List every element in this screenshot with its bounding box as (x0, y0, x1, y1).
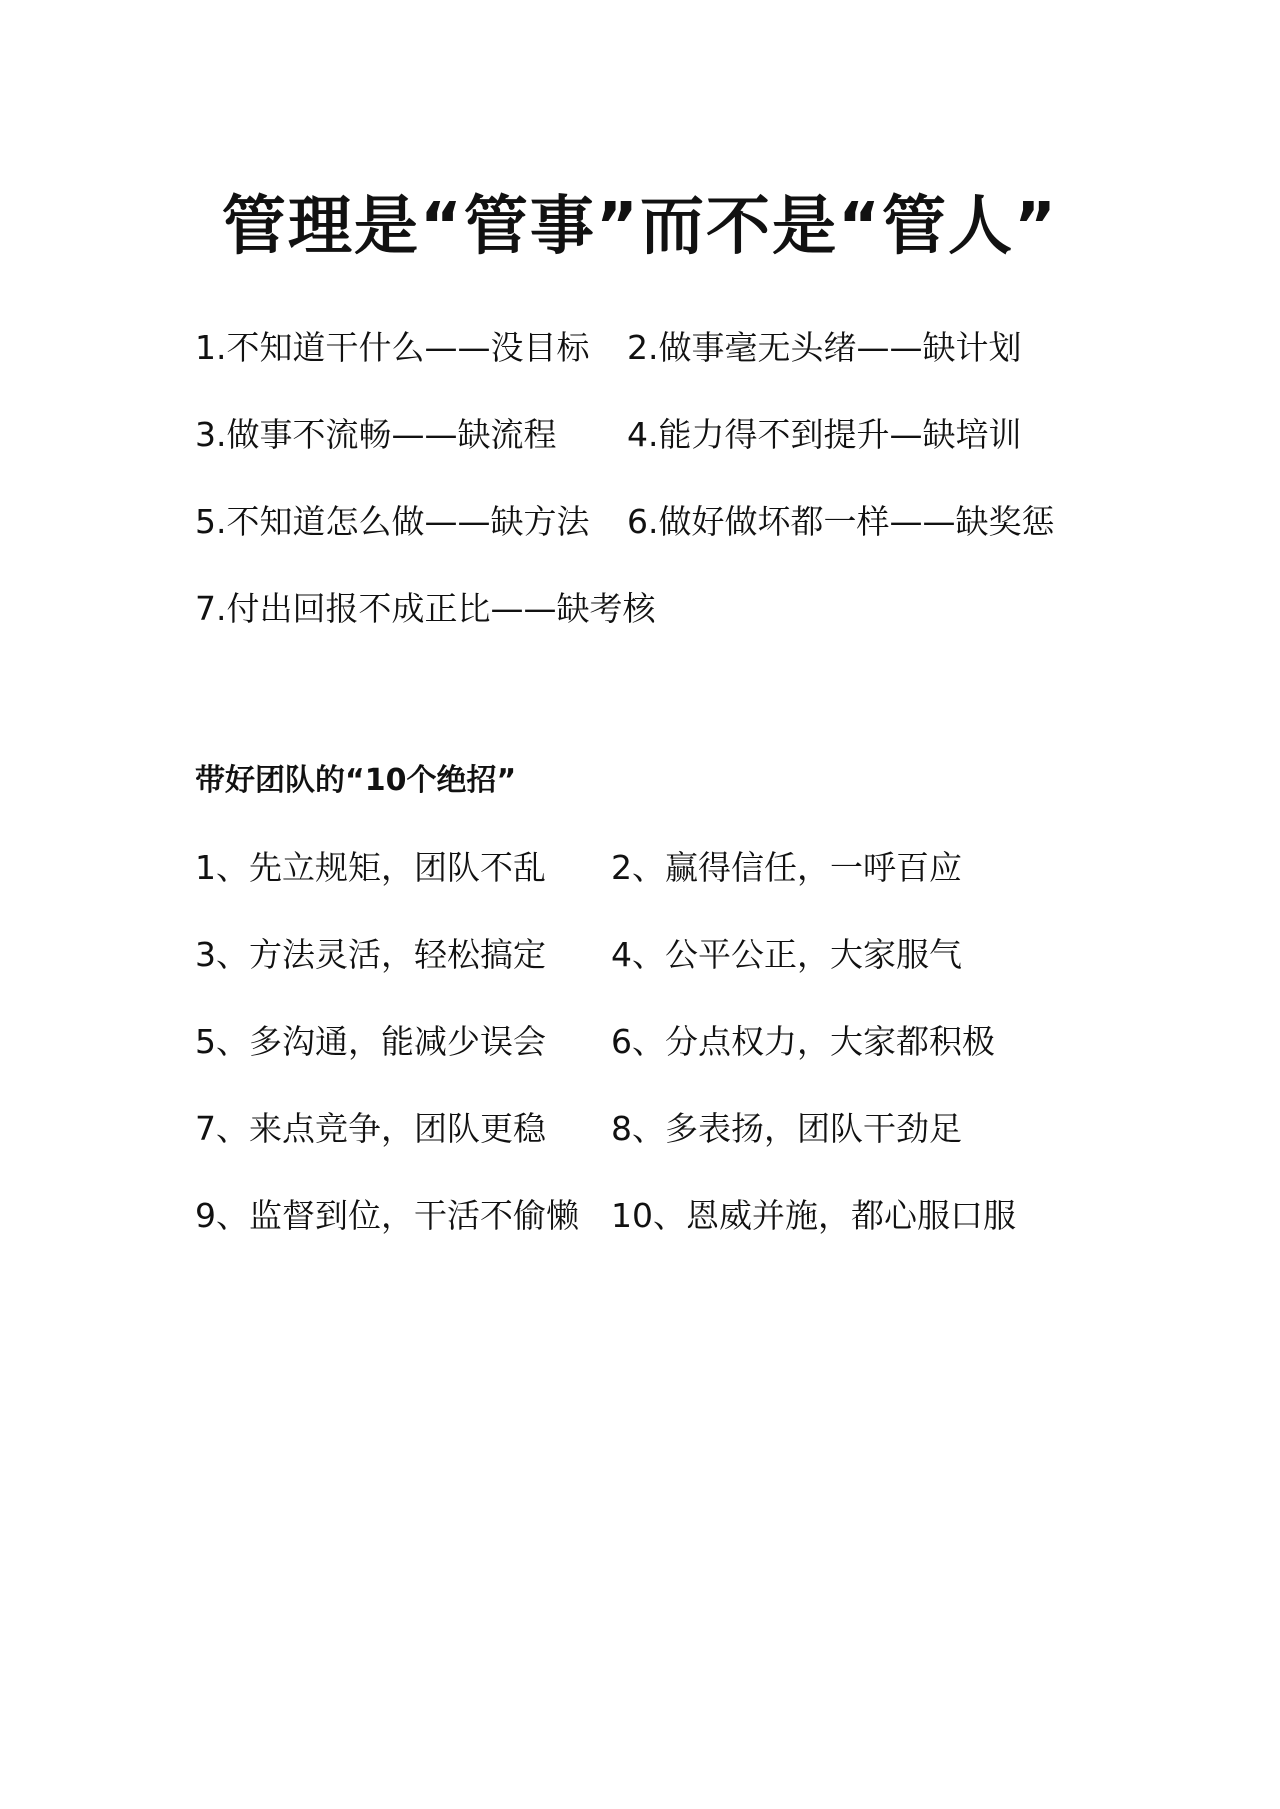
tip-item: 4、公平公正，大家服气 (611, 935, 962, 974)
problem-item: 7.付出回报不成正比——缺考核 (195, 589, 656, 628)
tips-heading: 带好团队的“10个绝招” (195, 763, 517, 798)
tip-item: 6、分点权力，大家都积极 (611, 1022, 995, 1061)
tip-item: 5、多沟通，能减少误会 (195, 1022, 546, 1061)
tip-item: 1、先立规矩，团队不乱 (195, 848, 546, 887)
tip-item: 7、来点竞争，团队更稳 (195, 1109, 546, 1148)
problem-item: 5.不知道怎么做——缺方法 (195, 502, 590, 541)
problem-item: 2.做事毫无头绪——缺计划 (627, 328, 1022, 367)
tip-item: 10、恩威并施，都心服口服 (611, 1196, 1016, 1235)
problem-item: 3.做事不流畅——缺流程 (195, 415, 557, 454)
tip-item: 9、监督到位，干活不偷懒 (195, 1196, 579, 1235)
problem-item: 1.不知道干什么——没目标 (195, 328, 590, 367)
page-title: 管理是“管事”而不是“管人” (221, 190, 1059, 264)
problem-item: 6.做好做坏都一样——缺奖惩 (627, 502, 1055, 541)
tip-item: 8、多表扬，团队干劲足 (611, 1109, 962, 1148)
tip-item: 2、赢得信任，一呼百应 (611, 848, 962, 887)
problem-item: 4.能力得不到提升—缺培训 (627, 415, 1022, 454)
tip-item: 3、方法灵活，轻松搞定 (195, 935, 546, 974)
